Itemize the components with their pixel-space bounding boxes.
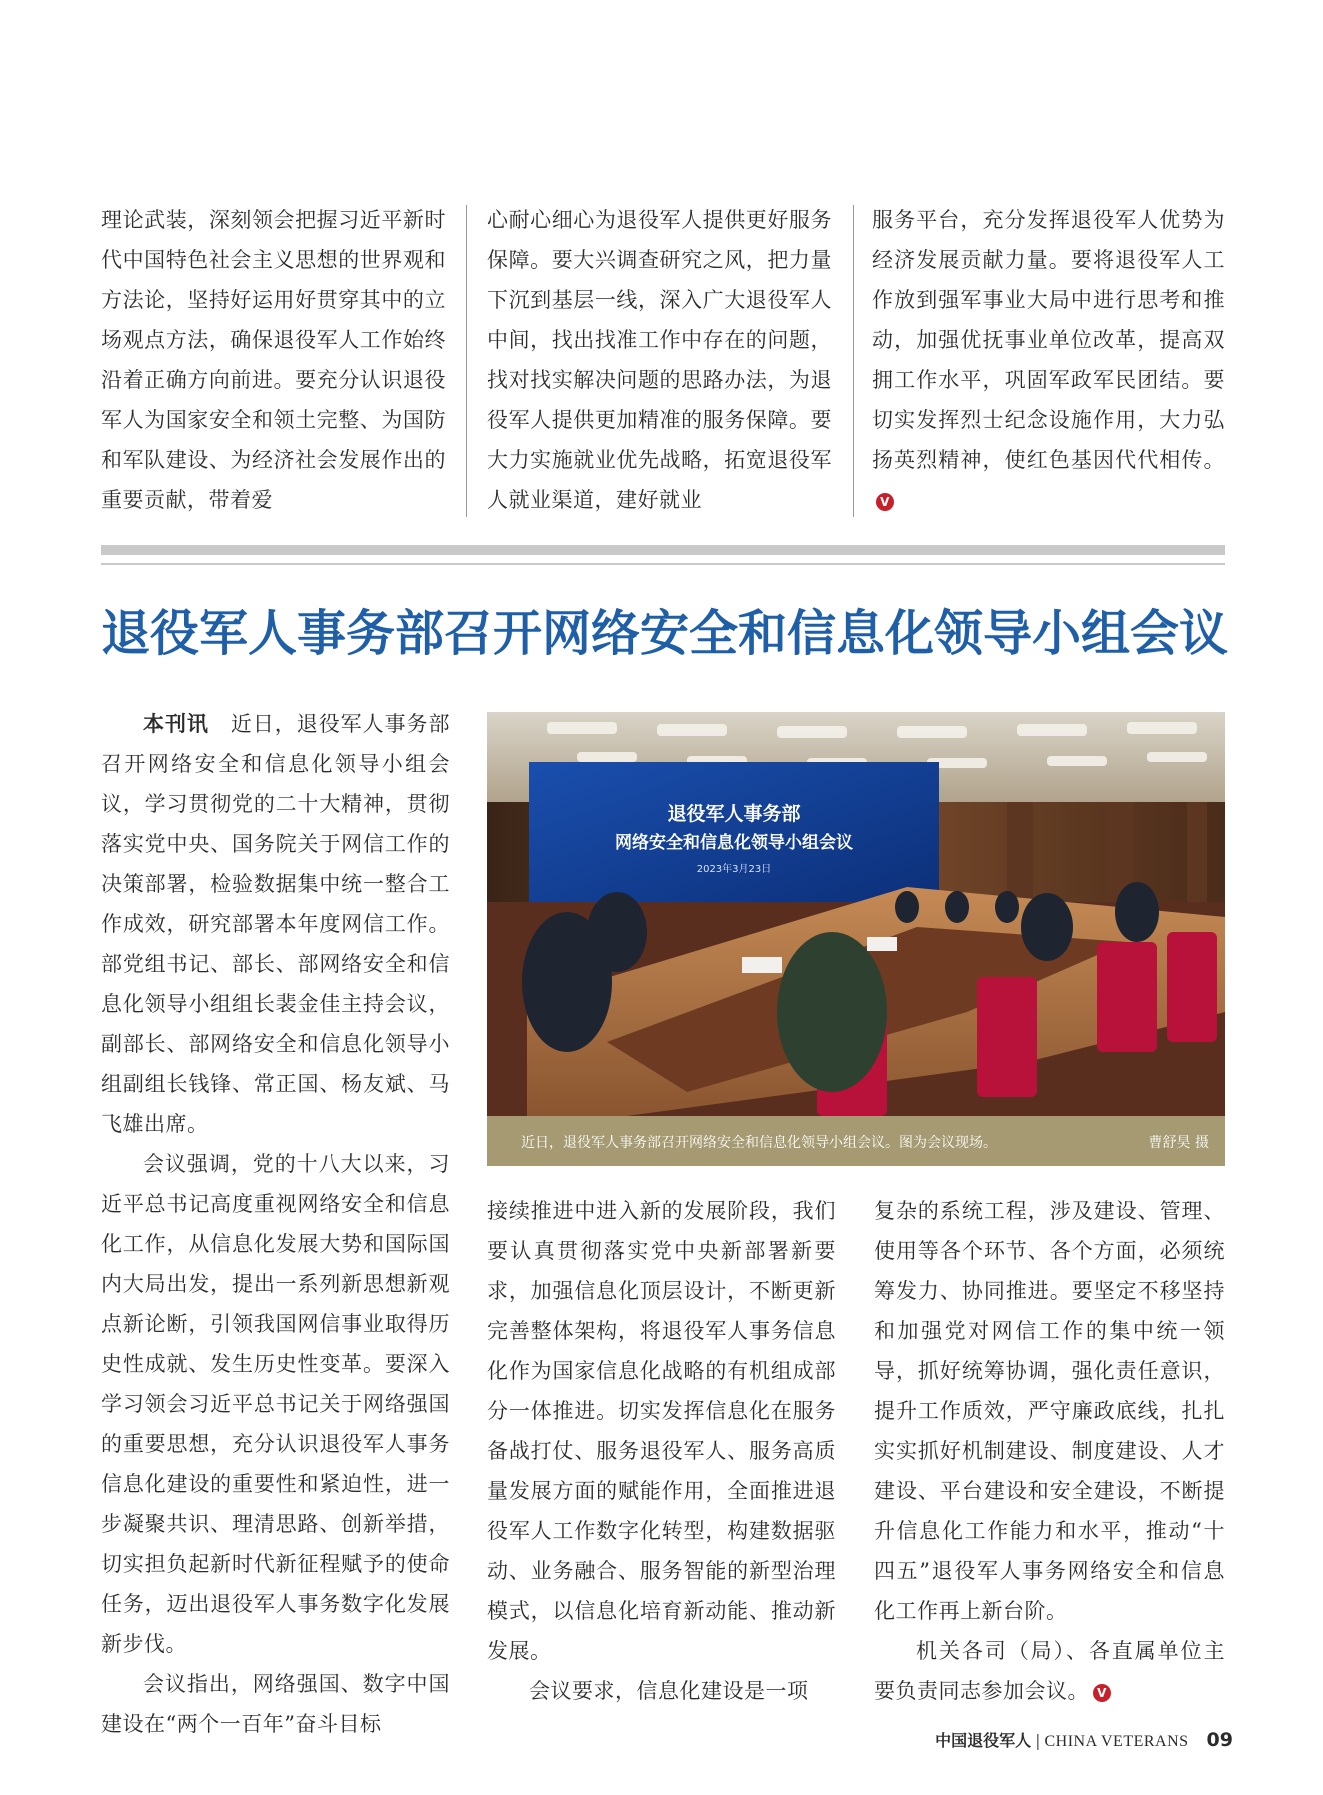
article-headline: 退役军人事务部召开网络安全和信息化领导小组会议 <box>101 605 1229 662</box>
photo-credit: 曹舒昊 摄 <box>1148 1135 1209 1151</box>
photo-caption-bar <box>487 1116 1225 1166</box>
top-article-col2-text: 心耐心细心为退役军人提供更好服务保障。要大兴调查研究之风，把力量下沉到基层一线，深入广大退役军人中间，找出找准工作中存在的问题，找对找实解决问题的思路办法，为退役军人提供更加精准的服务保障。要大力实施就业优先战略，拓宽退役军人就业渠道，建好就业 <box>487 208 832 512</box>
page-footer <box>935 1728 1233 1751</box>
main-article-column-1 <box>101 704 450 1744</box>
photo-caption: 近日，退役军人事务部召开网络安全和信息化领导小组会议。图为会议现场。 <box>521 1135 997 1151</box>
main-article-column-2 <box>487 1191 836 1711</box>
top-article-col3-text: 服务平台，充分发挥退役军人优势为经济发展贡献力量。要将退役军人工作放到强军事业大局中进行思考和推动，加强优抚事业单位改革，提高双拥工作水平，巩固军政军民团结。要切实发挥烈士纪念设施作用，大力弘扬英烈精神，使红色基因代代相传。 <box>872 208 1225 472</box>
top-article-column-2 <box>487 200 832 520</box>
top-article-col1-text: 理论武装，深刻领会把握习近平新时代中国特色社会主义思想的世界观和方法论，坚持好运用好贯穿其中的立场观点方法，确保退役军人工作始终沿着正确方向前进。要充分认识退役军人为国家安全和领土完整、为国防和军队建设、为经济社会发展作出的重要贡献，带着爱 <box>101 208 446 512</box>
paragraph: 接续推进中进入新的发展阶段，我们要认真贯彻落实党中央新部署新要求，加强信息化顶层设计，不断更新完善整体架构，将退役军人事务信息化作为国家信息化战略的有机组成部分一体推进。切实发挥信息化在服务备战打仗、服务退役军人、服务高质量发展方面的赋能作用，全面推进退役军人工作数字化转型，构建数据驱动、业务融合、服务智能的新型治理模式，以信息化培育新动能、推动新发展。 <box>487 1199 836 1663</box>
closing-paragraph-text: 机关各司（局）、各直属单位主要负责同志参加会议。 <box>874 1639 1225 1703</box>
meeting-photo <box>487 712 1225 1116</box>
paragraph: 复杂的系统工程，涉及建设、管理、使用等各个环节、各个方面，必须统筹发力、协同推进。要坚定不移坚持和加强党对网信工作的集中统一领导，抓好统筹协调，强化责任意识，提升工作质效，严守廉政底线，扎扎实实抓好机制建设、制度建设、人才建设、平台建设和安全建设，不断提升信息化工作能力和水平，推动“十四五”退役军人事务网络安全和信息化工作再上新台阶。 <box>874 1199 1225 1623</box>
paragraph: 会议要求，信息化建设是一项 <box>529 1679 809 1703</box>
footer-separator: | <box>1035 1731 1041 1750</box>
attendee-in-uniform <box>777 932 887 1092</box>
article-end-icon: V <box>1093 1684 1111 1702</box>
section-separator-band <box>101 545 1225 555</box>
magazine-name: 中国退役军人 <box>935 1731 1032 1750</box>
meeting-photo-illustration <box>487 712 1225 1116</box>
screen-title-line1: 退役军人事务部 <box>667 803 801 825</box>
lead-paragraph <box>101 704 450 1144</box>
column-divider <box>466 205 467 517</box>
closing-paragraph <box>874 1631 1225 1711</box>
lead-paragraph-text: 近日，退役军人事务部召开网络安全和信息化领导小组会议，学习贯彻党的二十大精神，贯彻落实党中央、国务院关于网信工作的决策部署，检验数据集中统一整合工作成效，研究部署本年度网信工作。部党组书记、部长、部网络安全和信息化领导小组组长裴金佳主持会议，副部长、部网络安全和信息化领导小组副组长钱锋、常正国、杨友斌、马飞雄出席。 <box>101 712 451 1136</box>
article-end-icon: V <box>876 493 894 511</box>
lead-label: 本刊讯 <box>143 712 209 736</box>
top-article-column-3 <box>872 200 1225 520</box>
main-article-column-3 <box>874 1191 1225 1711</box>
section-separator-line <box>101 563 1225 565</box>
top-article-column-1 <box>101 200 446 520</box>
paragraph: 会议指出，网络强国、数字中国建设在“两个一百年”奋斗目标 <box>101 1672 450 1736</box>
top-article-col3-paragraph <box>872 200 1225 520</box>
screen-title-line2: 网络安全和信息化领导小组会议 <box>615 833 853 853</box>
column-divider <box>853 205 854 517</box>
magazine-english-name: CHINA VETERANS <box>1044 1733 1189 1750</box>
paragraph: 会议强调，党的十八大以来，习近平总书记高度重视网络安全和信息化工作，从信息化发展大势和国际国内大局出发，提出一系列新思想新观点新论断，引领我国网信事业取得历史性成就、发生历史性变革。要深入学习领会习近平总书记关于网络强国的重要思想，充分认识退役军人事务信息化建设的重要性和紧迫性，进一步凝聚共识、理清思路、创新举措，切实担负起新时代新征程赋予的使命任务，迈出退役军人事务数字化发展新步伐。 <box>101 1152 450 1656</box>
page-number: 09 <box>1206 1729 1233 1751</box>
screen-date: 2023年3月23日 <box>696 864 772 875</box>
